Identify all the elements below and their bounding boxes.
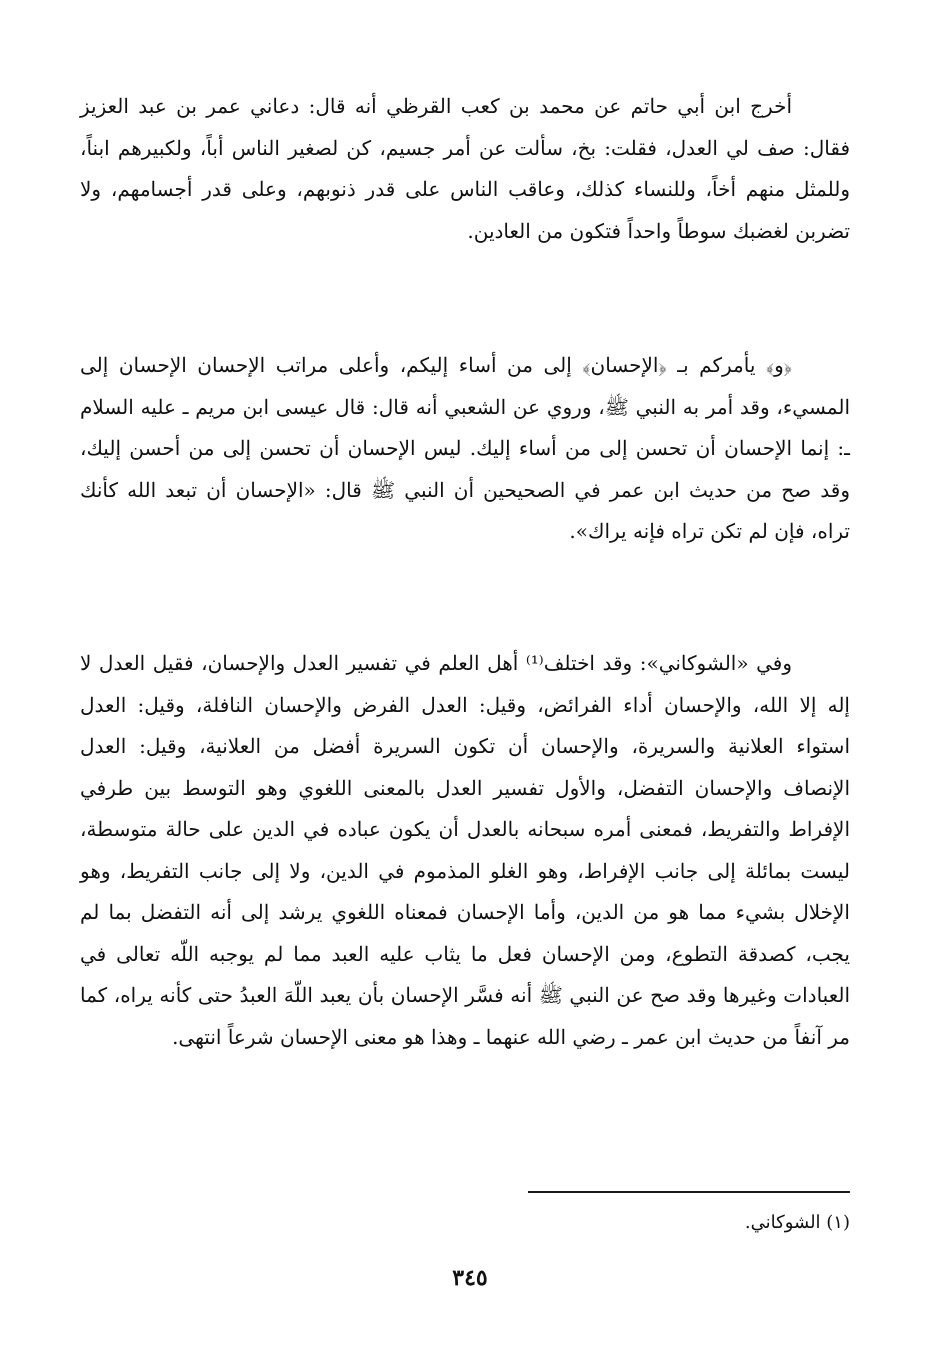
paragraph-2-block: [80, 345, 850, 553]
paragraph-1: أخرج ابن أبي حاتم عن محمد بن كعب القرظي أنه قال: دعاني عمر بن عبد العزيز فقال: صف لي العدل، فقلت: بخ، سألت عن أمر جسيم، كن لصغير الناس أباً، ولكبيرهم ابناً، وللمثل منهم أخاً، وللنساء كذلك، وعاقب الناس على قدر ذنوبهم، وعلى قدر أجسامهم، ولا تضربن لغضبك سوطاً واحداً فتكون من العادين.: [80, 94, 850, 243]
paragraph-3-block: [80, 643, 850, 1058]
paragraph-3: وفي «الشوكاني»: وقد اختلف⁽¹⁾ أهل العلم في تفسير العدل والإحسان، فقيل العدل لا إله إلا الله، والإحسان أداء الفرائض، وقيل: العدل الفرض والإحسان النافلة، وقيل: العدل استواء العلانية والسريرة، والإحسان أن تكون السريرة أفضل من العلانية، وقيل: العدل الإنصاف والإحسان التفضل، والأول تفسير العدل بالمعنى اللغوي وهو التوسط بين طرفي الإفراط والتفريط، فمعنى أمره سبحانه بالعدل أن يكون عباده في الدين على حالة متوسطة، ليست بمائلة إلى جانب الإفراط، وهو الغلو المذموم في الدين، ولا إلى جانب التفريط، وهو الإخلال بشيء مما هو من الدين، وأما الإحسان فمعناه اللغوي يرشد إلى أنه التفضل بما لم يجب، كصدقة التطوع، ومن الإحسان فعل ما يثاب عليه العبد مما لم يوجبه اللّه تعالى في العبادات وغيرها وقد صح عن النبي ﷺ أنه فسَّر الإحسان بأن يعبد اللّهَ العبدُ حتى كأنه يراه، كما مر آنفاً من حديث ابن عمر ـ رضي الله عنهما ـ وهذا هو معنى الإحسان شرعاً انتهى.: [80, 651, 850, 1049]
paragraph-2: ﴿و﴾ يأمركم بـ ﴿الإحسان﴾ إلى من أساء إليكم، وأعلى مراتب الإحسان الإحسان إلى المسيء، وقد أمر به النبي ﷺ، وروي عن الشعبي أنه قال: قال عيسى ابن مريم ـ عليه السلام ـ: إنما الإحسان أن تحسن إلى من أساء إليك. ليس الإحسان أن تحسن إلى من أحسن إليك، وقد صح من حديث ابن عمر في الصحيحين أن النبي ﷺ قال: «الإحسان أن تبعد الله كأنك تراه، فإن لم تكن تراه فإنه يراك».: [80, 353, 850, 543]
paragraph-1-block: [80, 86, 850, 252]
footnote: (١) الشوكاني.: [744, 1212, 850, 1233]
page-number: ٣٤٥: [452, 1265, 488, 1291]
footnote-separator: [528, 1191, 850, 1193]
